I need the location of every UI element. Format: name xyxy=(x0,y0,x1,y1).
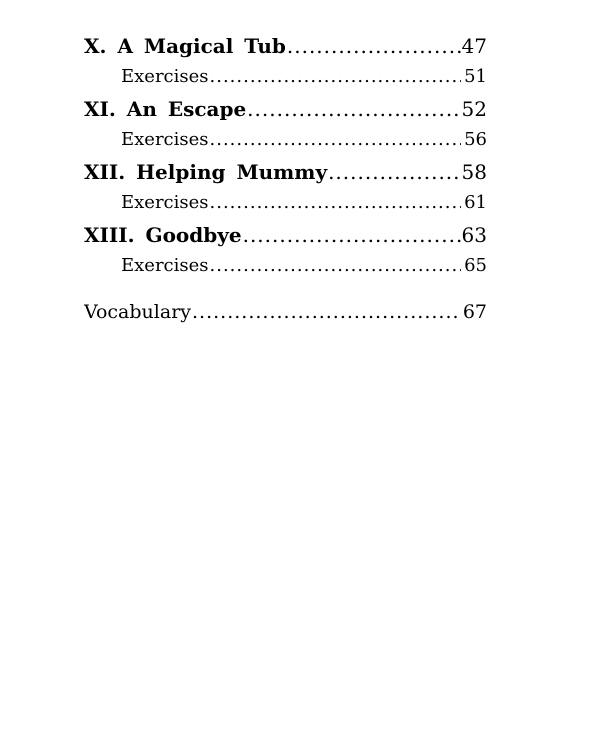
chapter-title: XII. Helping Mummy xyxy=(84,160,328,184)
dot-leader xyxy=(209,125,461,155)
dot-leader xyxy=(209,188,461,218)
toc-entry-exercises-x xyxy=(84,62,487,92)
chapter-title: XIII. Goodbye xyxy=(84,223,242,247)
page-number: 56 xyxy=(464,129,487,150)
dot-leader xyxy=(191,296,461,328)
toc-entry-exercises-xi xyxy=(84,125,487,155)
dot-leader xyxy=(209,251,461,281)
dot-leader xyxy=(246,93,461,125)
toc-entry-vocabulary xyxy=(84,296,487,328)
page-number: 65 xyxy=(464,255,487,276)
page-number: 51 xyxy=(464,66,487,87)
page-number: 67 xyxy=(462,301,487,323)
toc-entry-chapter-xii xyxy=(84,156,487,188)
exercises-label: Exercises xyxy=(121,66,209,87)
dot-leader xyxy=(286,30,461,62)
toc-entry-exercises-xiii xyxy=(84,251,487,281)
dot-leader xyxy=(327,156,461,188)
dot-leader xyxy=(209,62,461,92)
toc-entry-chapter-xi xyxy=(84,93,487,125)
table-of-contents xyxy=(84,30,487,328)
exercises-label: Exercises xyxy=(121,129,209,150)
page-number: 58 xyxy=(461,160,487,184)
page-number: 52 xyxy=(461,97,487,121)
page-number: 63 xyxy=(461,223,487,247)
exercises-label: Exercises xyxy=(121,192,209,213)
exercises-label: Exercises xyxy=(121,255,209,276)
toc-entry-chapter-x xyxy=(84,30,487,62)
toc-entry-exercises-xii xyxy=(84,188,487,218)
dot-leader xyxy=(242,219,461,251)
vocabulary-title: Vocabulary xyxy=(84,301,192,323)
toc-entry-chapter-xiii xyxy=(84,219,487,251)
chapter-title: X. A Magical Tub xyxy=(84,34,286,58)
chapter-title: XI. An Escape xyxy=(84,97,247,121)
page-number: 61 xyxy=(464,192,487,213)
page-number: 47 xyxy=(461,34,487,58)
